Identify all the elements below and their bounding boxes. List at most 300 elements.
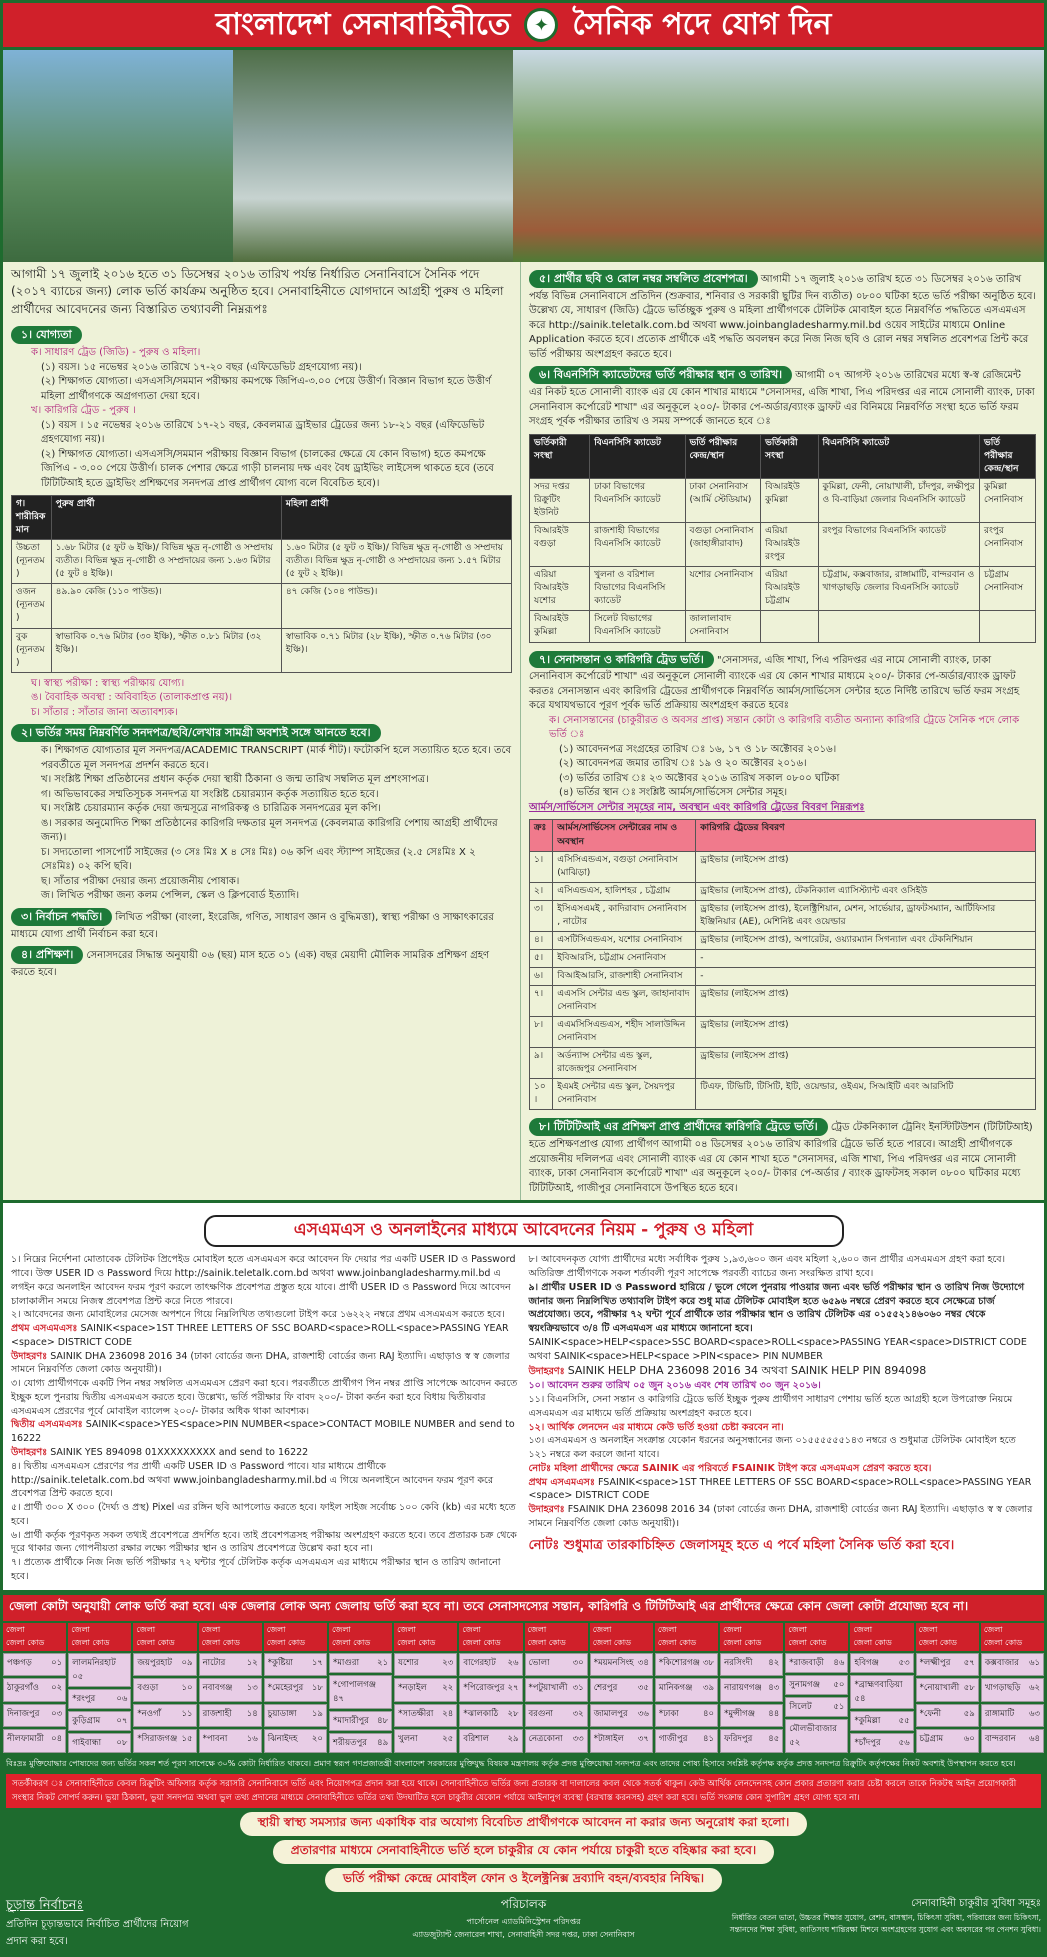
district-row: [655, 1704, 718, 1728]
table-cell: ১.৬০ মিটার (৫ ফুট ৩ ইঞ্চি)/ বিভিন্ন ক্ষুদ্র নৃ-গোষ্ঠী ও সম্প্রদায় ব্যতীত। বিভিন্ন ক্ষুদ্র নৃ-গোষ্ঠী ও সম্প্রদায়ের জন্য ১.৫৭ মিটার (৫ ফুট ২ ইঞ্চি)।: [281, 540, 511, 584]
district-code: ৩০: [572, 1657, 584, 1668]
table-cell: এরিয়া বিআরইউ চট্টগ্রাম: [761, 567, 818, 611]
district-row: [3, 1678, 66, 1702]
district-code: ৫২: [789, 1737, 801, 1748]
district-header: জেলা: [983, 1624, 1003, 1634]
district-name: *গোপালগঞ্জ: [332, 1679, 377, 1690]
district-row: [785, 1719, 848, 1753]
district-row: [3, 1704, 66, 1728]
section-6-title: ৬। বিএনসিসি ক্যাডেটদের ভর্তি পরীক্ষার স্থান ও তারিখ।: [529, 366, 792, 384]
district-row: [655, 1678, 718, 1702]
centers-table: [529, 819, 1036, 1110]
district-row: [199, 1653, 262, 1677]
table-cell: বগুড়া সেনানিবাস (জাহাঙ্গীরাবাদ): [685, 523, 761, 567]
table-cell: [980, 611, 1036, 642]
district-code: ৫৯: [963, 1708, 975, 1719]
district-code: ৩২: [572, 1708, 584, 1719]
director-address: এ্যাডজুট্যান্ট জেনারেল শাখা, সেনাবাহিনী সদর দপ্তর, ঢাকা সেনানিবাস: [412, 1929, 635, 1939]
table-cell: ইসিএসএমই , কাদিরাবাদ সেনানিবাস , নাটোর: [553, 900, 696, 931]
district-name: *মেহেরপুর: [267, 1683, 304, 1694]
table-cell: ৪৭ কেজি (১০৪ পাউন্ড)।: [281, 584, 511, 628]
district-code: ১৬: [246, 1734, 258, 1745]
table-row: [12, 584, 512, 628]
district-row: [199, 1678, 262, 1702]
table-cell: ৪৯.৯০ কেজি (১১০ পাউন্ড)।: [51, 584, 281, 628]
table-cell: চট্টগ্রাম, কক্সবাজার, রাঙ্গামাটি, বান্দরবান ও খাগড়াছড়ি জেলার বিএনসিসি ক্যাডেট: [818, 567, 979, 611]
table-cell: ড্রাইভার (লাইসেন্স প্রাপ্ত): [696, 851, 1036, 882]
district-header: জেলা: [136, 1624, 156, 1634]
sms-step: ২। আবেদনের জন্য মোবাইলের মেসেজ অপশনে গিয়ে নিম্নলিখিত তথ্যগুলো টাইপ করে ১৬২২২ নম্বরে প্রথম এসএমএস করতে হবে।: [11, 1309, 505, 1321]
district-name: ঠাকুরগাঁও: [7, 1683, 39, 1694]
table-cell: ড্রাইভার (লাইসেন্স প্রাপ্ত): [696, 1017, 1036, 1048]
district-name: *ঢাকা: [658, 1708, 679, 1719]
table-header-cell: ভর্তিকারী সংস্থা: [761, 434, 818, 478]
district-code: ০১: [51, 1657, 63, 1668]
district-name: *নওগাঁ: [137, 1708, 161, 1719]
sms-step: ১। নিম্নের নির্দেশনা মোতাবেক টেলিটক প্রিপেইড মোবাইল হতে এসএমএস করে আবেদন ফি দেয়ার পর একটি USER ID ও Password পাবে। উক্ত USER ID ও Password দিয়ে http://sainik.teletalk.com.bd অথবা www.joinbangladesharmy.mil.bd এ লগইন করে অনলাইন আবেদন ফরম পূরণ করলে তাৎক্ষণিক প্রবেশপত্র প্রস্তুত হয়ে যাবে। প্রার্থী USER ID ও Password দিয়ে আবেদন চালাকালীন সময়ে নিজস্ব প্রবেশপত্র প্রিন্ট করে নিতে পারবে।: [11, 1254, 516, 1307]
table-cell: ৯।: [530, 1048, 553, 1079]
district-name: রাজশাহী: [202, 1708, 232, 1719]
code-header: জেলা কোড: [136, 1637, 175, 1647]
district-name: রাঙ্গামাটি: [984, 1708, 1015, 1719]
district-row: [850, 1711, 913, 1731]
district-row: [199, 1704, 262, 1728]
district-row: [590, 1729, 653, 1753]
district-column: [68, 1623, 131, 1753]
table-row: [530, 985, 1036, 1016]
district-code: ০৬: [116, 1693, 128, 1704]
section-6-text: আগামী ০৭ আগস্ট ২০১৬ তারিখের মধ্যে স্ব-স্ব রেজিমেন্ট এর নিকট হতে সোনালী ব্যাংক এর যে কোন শাখার মাধ্যমে "সেনাসদর, এজি শাখা, পিএ পরিদপ্তর এর নামে সোনালী ব্যাংক, ঢাকা সেনানিবাস কর্পোরেট শাখা" এর অনুকূলে ২০০/- টাকার পে-অর্ডার/ব্যাংক ড্রাফট এর বিনিময়ে নিম্নবর্ণিত সংস্থা হতে ভর্তি ফরম সংগ্রহ পূর্বক পরীক্ষার তারিখ ও সময় সম্পর্কে জানতে হবে ঃ: [529, 370, 1035, 428]
code-header: জেলা কোড: [397, 1637, 436, 1647]
district-quota: [0, 1593, 1047, 1755]
district-code: ৫৬: [898, 1737, 910, 1748]
director-title: পরিচালক: [500, 1896, 547, 1911]
photo-climbing-training: [3, 50, 233, 262]
code-header: জেলা কোড: [983, 1637, 1023, 1647]
district-code: ৫০: [833, 1679, 845, 1690]
table-header-cell: ক্রঃ: [530, 820, 553, 851]
district-name: *কিশোরগঞ্জ: [658, 1657, 700, 1668]
district-code: ১৪: [246, 1708, 258, 1719]
example-label-3: উদাহরণঃ: [528, 1366, 565, 1378]
district-row: [3, 1729, 66, 1753]
district-name: পঞ্চগড়: [7, 1657, 32, 1668]
district-header: জেলা: [6, 1624, 25, 1634]
document-item: খ। সংশ্লিষ্ট শিক্ষা প্রতিষ্ঠানের প্রধান কর্তৃক দেয়া স্থায়ী ঠিকানা ও জন্ম তারিখ সম্বলিত মূল প্রশংসাপত্র।: [41, 774, 429, 786]
section-3-title: ৩। নির্বাচন পদ্ধতি।: [11, 908, 112, 926]
table-cell: সদর দপ্তর রিক্রুটিং ইউনিট: [530, 479, 590, 523]
district-name: চট্টগ্রাম: [919, 1734, 944, 1745]
table-row: [530, 900, 1036, 931]
title-right: সৈনিক পদে যোগ দিন: [572, 6, 832, 42]
table-cell: ১।: [530, 851, 553, 882]
district-row: [720, 1729, 783, 1753]
district-code: ১৮: [311, 1683, 323, 1694]
table-row: [530, 479, 1036, 523]
district-name: *চাঁদপুর: [854, 1737, 881, 1748]
sms-step-12: ১২। আর্থিক লেনদেন এর মাধ্যমে কেউ ভর্তি হওয়া চেষ্টা করবেন না।: [528, 1421, 784, 1433]
table-cell: খুলনা ও বরিশাল বিভাগের বিএনসিসি ক্যাডেট: [590, 567, 685, 611]
district-column: [590, 1623, 653, 1753]
district-code: ২১: [377, 1657, 389, 1668]
district-code: ৫৮: [963, 1683, 975, 1694]
district-code: ৩৭: [637, 1734, 649, 1745]
table-cell: ওজন (ন্যূনতম): [12, 584, 52, 628]
section-7-title: ৭। সেনাসন্তান ও কারিগরি ট্রেড ভর্তি।: [529, 651, 714, 669]
district-row: [525, 1704, 588, 1728]
district-code: ৬৩: [1028, 1708, 1040, 1719]
district-column-header: [850, 1623, 913, 1651]
table-header-cell: পুরুষ প্রার্থী: [51, 496, 281, 540]
section-4-title: ৪। প্রশিক্ষণ।: [11, 946, 83, 964]
criteria-item: (২) শিক্ষাগত যোগ্যতা। এসএসসি/সমমান পরীক্ষায় কমপক্ষে জিপিএ-৩.০০ পেয়ে উত্তীর্ণ। বিজ্ঞান বিভাগ হতে উত্তীর্ণ মহিলা প্রার্থীগণকে অগ্রগণ্যতা দেয়া হবে।: [41, 376, 492, 402]
district-row: [785, 1653, 848, 1673]
table-cell: ড্রাইভার (লাইসেন্স প্রাপ্ত): [696, 1048, 1036, 1079]
district-column: [785, 1623, 848, 1753]
code-header: জেলা কোড: [592, 1637, 631, 1647]
district-code: ০২: [51, 1683, 63, 1694]
section-7-text: "সেনাসদর, এজি শাখা, পিএ পরিদপ্তর এর নামে সোনালী ব্যাংক, ঢাকা সেনানিবাস কর্পোরেট শাখা" এর অনুকূলে সোনালী ব্যাংকে এর যে কোন শাখার মাধ্যমে ২০০/- টাকার পে-অর্ডার/ব্যাংক ড্রাফট করতঃ সেনাসন্তান এবং কারিগরি ট্রেডের প্রার্থীগণকে নিম্নবর্ণিত আর্মস/সার্ভিসেস সেন্টার হতে নির্দিষ্ট তারিখে ভর্তি ফরম সংগ্রহ করে যথাযথভাবে পূরণ পূর্বক ভর্তি প্রক্রিয়ায় অংশগ্রহণ করতে হবেঃ: [529, 654, 1020, 712]
district-name: শরীয়তপুর: [332, 1737, 367, 1748]
table-cell: এসটিসিএন্ডএস, যশোর সেনানিবাস: [553, 931, 696, 949]
district-code: ৫৫: [898, 1715, 910, 1726]
sms-step: ৫। প্রার্থী ৩০০ X ৩০০ (দৈর্ঘ্য ও প্রস্থ) Pixel এর রঙ্গিন ছবি আপলোড করতে হবে। ফাইল সাইজ সর্বোচ্চ ১০০ কেবি (kb) এর মধ্যে হতে হবে।: [11, 1502, 516, 1527]
centers-title: আর্মস/সার্ভিসেস সেন্টার সমূহের নাম, অবস্থান এবং কারিগরি ট্রেডের বিবরণ নিম্নরূপঃ: [529, 801, 865, 813]
district-name: ভোলা: [528, 1657, 550, 1668]
warning-box: সতর্কীকরণ ঃ সেনাবাহিনীতে কেবল রিক্রুটিং অফিসার কর্তৃক সরাসরি সেনানিবাসে ভর্তি এবং নিয়োগপত্র প্রদান করা হয়ে থাকে। সেনাবাহিনীতে ভর্তির জন্য প্রতারক বা দালালের কবল থেকে সতর্ক থাকুন। কেউ আর্থিক লেনদেনসহ কোন প্রকার প্রতারণা করার চেষ্টা করলে তাকে নিকটস্থ আইন প্রয়োগকারী সংস্থার নিকট সোপর্দ করুন। ভুয়া ঠিকানা, ভুয়া সনদপত্র অথবা ভুল তথ্য প্রদানের মাধ্যমে সেনাবাহিনীতে ভর্তির তথ্য উদঘাটিত হলে চাকুরীর যেকোন পর্যায়ে আইনানুগ ব্যবস্থা (বরখাস্ত করনসহ) গ্রহণ করা হবে। ভর্তি সংক্রান্ত কোন সুপারিশ গ্রহণ যোগ্য হবে না।: [6, 1774, 1041, 1808]
example-label-f: উদাহরণঃ: [528, 1504, 565, 1516]
table-row: [530, 611, 1036, 642]
table-cell: রংপুর বিভাগের বিএনসিসি ক্যাডেট: [818, 523, 979, 567]
table-cell: ঢাকা বিভাগের বিএনসিসি ক্যাডেট: [590, 479, 685, 523]
district-header: জেলা: [592, 1624, 612, 1634]
schedule-item: (৪) ভর্তির স্থান ঃ সংশ্লিষ্ট আর্মস/সার্ভিসেস সেন্টার সমূহ।: [559, 787, 788, 799]
district-row: [785, 1675, 848, 1695]
district-row: [264, 1704, 327, 1728]
document-item: ঘ। সংশ্লিষ্ট চেয়ারম্যান কর্তৃক দেয়া জন্মসূত্রে নাগরিকত্ব ও চারিত্রিক সনদপত্রের মূল কপি।: [41, 803, 381, 815]
district-row: [981, 1678, 1044, 1702]
district-row: [916, 1729, 979, 1753]
table-cell: এসিএন্ডএস, হালিশহর , চট্টগ্রাম: [553, 882, 696, 900]
code-header: জেলা কোড: [657, 1637, 697, 1647]
director-org: পার্সোনেল এ্যাডমিনিস্ট্রেশন পরিদপ্তর: [466, 1916, 581, 1926]
district-code: ০৯: [181, 1657, 193, 1668]
district-column-header: [459, 1623, 522, 1651]
example-label: উদাহরণঃ: [11, 1350, 48, 1362]
notice-banner: স্থায়ী স্বাস্থ্য সমস্যার জন্য একাধিক বার অযোগ্য বিবেচিত প্রার্থীগণকে আবেদন না করার জন্য অনুরোধ করা হলো।: [240, 1812, 808, 1836]
district-name: সিলেট: [789, 1701, 812, 1712]
table-row: [530, 882, 1036, 900]
table-cell: বিআরইউ বগুড়া: [530, 523, 590, 567]
district-row: [459, 1678, 522, 1702]
district-name: নেত্রকোনা: [528, 1734, 563, 1745]
district-name: নবাবগঞ্জ: [202, 1683, 233, 1694]
district-column: [916, 1623, 979, 1753]
code-header: জেলা কোড: [853, 1637, 892, 1647]
district-column: [459, 1623, 522, 1753]
criteria-item: চ। সাঁতার : সাঁতার জানা অত্যাবশ্যক।: [31, 706, 178, 718]
district-row: [3, 1653, 66, 1677]
table-row: [530, 567, 1036, 611]
district-name: *নোয়াখালী: [919, 1683, 960, 1694]
benefits-title: সেনাবাহিনী চাকুরীর সুবিধা সমূহঃ: [911, 1897, 1041, 1909]
district-code: ৪৭: [332, 1693, 344, 1704]
district-column: [981, 1623, 1044, 1753]
first-sms-label-f: প্রথম এসএমএসঃ: [528, 1476, 595, 1488]
document-item: ঙ। সরকার অনুমোদিত শিক্ষা প্রতিষ্ঠানের কারিগরি দক্ষতার মূল সনদপত্র (কেবলমাত্র কারিগরি পেশায় আগ্রহী প্রার্থীদের জন্য)।: [41, 817, 498, 844]
section-5-text: আগামী ১৭ জুলাই ২০১৬ তারিখ হতে ৩১ ডিসেম্বর ২০১৬ তারিখ পর্যন্ত বিভিন্ন সেনানিবাসে প্রতিদিন (শুক্রবার, শনিবার ও সরকারী ছুটির দিন ব্যতীত) ০৮০০ ঘটিকা হতে ভর্তি পরীক্ষা অনুষ্ঠিত হবে। উল্লেখ্য যে, সাধারণ (জিডি) ট্রেডে ভর্তিচ্ছুক পুরুষ ও মহিলা প্রার্থীগণকে টেলিটক মোবাইল হতে নিম্নবর্ণিত পদ্ধতিতে এসএমএস করে http://sainik.teletalk.com.bd অথবা www.joinbangladesharmy.mil.bd ওয়েব সাইটের মাধ্যমে Online Application করতে হবে। প্রত্যেক প্রার্থীকে এই পদ্ধতি অবলম্বন করে নিজ নিজ ছবি ও রোল নম্বর সম্বলিত প্রবেশপত্র প্রিন্ট করে ভর্তি পরীক্ষায় অংশগ্রহণ করতে হবে।: [529, 274, 1036, 360]
example-1: SAINIK DHA 236098 2016 34 (ঢাকা বোর্ডের জন্য DHA, রাজশাহী বোর্ডের জন্য RAJ ইত্যাদি। এছাড়াও স্ব স্ব জেলার সামনে নিম্নবর্ণিত জেলা কোড অনুযায়ী)।: [11, 1350, 510, 1376]
photo-banner: [0, 50, 1047, 262]
district-name: নীলফামারী: [7, 1734, 44, 1745]
district-name: *পটুয়াখালী: [528, 1683, 568, 1694]
district-column: [329, 1623, 392, 1753]
district-name: ফরিদপুর: [724, 1734, 753, 1745]
second-sms-format: SAINIK<space>YES<space>PIN NUMBER<space>CONTACT MOBILE NUMBER and send to 16222: [11, 1419, 515, 1445]
district-name: চুয়াডাঙ্গা: [267, 1708, 297, 1719]
district-name: কক্সবাজার: [984, 1657, 1019, 1668]
district-column-header: [590, 1623, 653, 1651]
table-row: [530, 1048, 1036, 1079]
district-header: জেলা: [723, 1624, 742, 1634]
table-cell: ৭।: [530, 985, 553, 1016]
district-code: ৩১: [572, 1683, 584, 1694]
code-header: জেলা কোড: [266, 1637, 306, 1647]
district-code: ৬১: [1028, 1657, 1040, 1668]
district-code: ২০: [311, 1734, 323, 1745]
table-header-cell: আর্মস/সার্ভিসেস সেন্টারের নাম ও অবস্থান: [553, 820, 696, 851]
district-name: গাইবান্ধা: [72, 1737, 102, 1748]
district-header: জেলা: [918, 1624, 938, 1634]
table-cell: জালালাবাদ সেনানিবাস: [685, 611, 761, 642]
table-header-cell: ভর্তি পরীক্ষার কেন্দ্র/স্থান: [685, 434, 761, 478]
schedule-item: (৩) ভর্তির তারিখ ঃ ২৩ অক্টোবর ২০১৬ তারিখ সকাল ০৮০০ ঘটিকা: [559, 772, 840, 784]
district-name: মৌলভীবাজার: [789, 1723, 837, 1734]
district-header: জেলা: [201, 1624, 221, 1634]
bncc-table: [529, 434, 1036, 643]
table-cell: ১০।: [530, 1079, 553, 1110]
district-code: ৪৬: [833, 1657, 845, 1668]
table-cell: [818, 611, 979, 642]
district-name: *মুন্সীগঞ্জ: [724, 1708, 755, 1719]
district-row: [590, 1678, 653, 1702]
general-trade-heading: ক। সাধারণ ট্রেড (জিডি) - পুরুষ ও মহিলা।: [31, 347, 201, 359]
district-column-header: [720, 1623, 783, 1651]
district-name: বগুড়া: [137, 1683, 159, 1694]
district-row: [525, 1678, 588, 1702]
district-row: [68, 1653, 131, 1687]
table-cell: -: [696, 949, 1036, 967]
district-code: ১২: [246, 1657, 258, 1668]
sms-step: ৭। প্রত্যেক প্রার্থীকে নিজ নিজ ভর্তি পরীক্ষার ৭২ ঘন্টার পূর্বে টেলিটক কর্তৃক এসএমএস এর মাধ্যমে পরীক্ষার স্থান ও তারিখ জানানো হবে।: [11, 1557, 501, 1582]
criteria-item: (১) বয়স। ১৫ নভেম্বর ২০১৬ তারিখে ১৭-২০ বছর (এফিডেভিট গ্রহণযোগ্য নয়)।: [41, 361, 362, 373]
sms-section: [0, 1203, 1047, 1592]
district-row: [981, 1729, 1044, 1753]
code-header: জেলা কোড: [6, 1637, 45, 1647]
district-row: [590, 1704, 653, 1728]
code-header: জেলা কোড: [527, 1637, 566, 1647]
table-cell: অর্ডন্যান্স সেন্টার এন্ড স্কুল, রাজেন্দ্রপুর সেনানিবাস: [553, 1048, 696, 1079]
district-header: জেলা: [71, 1624, 90, 1634]
sms-step-8: ৮। আবেদনকৃত যোগ্য প্রার্থীদের মধ্যে সর্বাধিক পুরুষ ১,৯৩,৬০০ জন এবং মহিলা ২,৬০০ জন প্রার্থীর এসএমএস গ্রহণ করা হবে। অতিরিক্ত প্রার্থীগণকে সকল শর্তাবলী পূরণ সাপেক্ষে পরবর্তী ব্যাচের জন্য সংরক্ষিত রাখা হবে।: [528, 1254, 1005, 1280]
district-name: বান্দরবান: [984, 1734, 1016, 1745]
female-note: নোটঃ মহিলা প্রার্থীদের ক্ষেত্রে SAINIK এর পরিবর্তে FSAINIK টাইপ করে এসএমএস প্রেরণ করতে হবে।: [528, 1462, 932, 1474]
table-cell: স্বাভাবিক ০.৭৬ মিটার (৩০ ইঞ্চি), স্ফীত ০.৮১ মিটার (৩২ ইঞ্চি)।: [51, 628, 281, 672]
district-row: [590, 1653, 653, 1677]
district-row: [394, 1653, 457, 1677]
code-header: জেলা কোড: [723, 1637, 762, 1647]
table-cell: বুক (ন্যূনতম): [12, 628, 52, 672]
district-row: [720, 1704, 783, 1728]
left-column: [3, 262, 520, 1200]
district-name: *মাগুরা: [332, 1657, 360, 1668]
table-cell: রংপুর সেনানিবাস: [980, 523, 1036, 567]
district-row: [850, 1675, 913, 1709]
section-8-text: ট্রেড টেকনিক্যাল ট্রেনিং ইনস্টিটিউশন (টিটিটিআই) হতে প্রশিক্ষণপ্রাপ্ত যোগ্য প্রার্থীগণ আগামী ০৪ ডিসেম্বর ২০১৬ তারিখ কারিগরি ট্রেডে ভর্তি হতে পারবে। আগ্রহী প্রার্থীগণকে প্রয়োজনীয় দলিলপত্র এবং সোনালী ব্যাংক এর যে কোন শাখা হতে "সেনাসদর, এজি শাখা, পিএ পরিদপ্তর এর নামে সোনালী ব্যাংক, ঢাকা সেনানিবাস কর্পোরেট শাখা" এর অনুকূলে ২০০/- টাকার পে-অর্ডার / ব্যাংক ড্রাফটসহ সকাল ০৮০০ ঘটিকার মধ্যে টিটিটিআই, গাজীপুর সেনানিবাসে উপস্থিত হতে হবে।: [529, 1122, 1033, 1194]
district-code: ১৩: [246, 1683, 258, 1694]
table-row: [530, 1017, 1036, 1048]
district-row: [394, 1678, 457, 1702]
district-name: *মাদারীপুর: [332, 1715, 369, 1726]
title-left: বাংলাদেশ সেনাবাহিনীতে: [215, 6, 511, 42]
table-cell: বিআইআরসি, রাজশাহী সেনানিবাস: [553, 967, 696, 985]
district-name: বরগুনা: [528, 1708, 553, 1719]
district-code: ২৪: [442, 1708, 454, 1719]
district-code: ৪৯: [377, 1737, 389, 1748]
district-row: [981, 1704, 1044, 1728]
district-code: ৪৮: [377, 1715, 389, 1726]
district-row: [68, 1733, 131, 1753]
district-column-header: [525, 1623, 588, 1651]
district-code: ৫১: [833, 1701, 845, 1712]
district-code: ৬০: [963, 1734, 975, 1745]
district-name: কুড়িগ্রাম: [72, 1715, 101, 1726]
district-column: [199, 1623, 262, 1753]
table-cell: ৬।: [530, 967, 553, 985]
criteria-item: (২) শিক্ষাগত যোগ্যতা। এসএসসি/সমমান পরীক্ষায় বিজ্ঞান বিভাগ (চালকের ক্ষেত্রে যে কোন বিভাগ) হতে কমপক্ষে জিপিএ - ৩.০০ পেয়ে উত্তীর্ণ। চালক পেশার ক্ষেত্রে গাড়ী চালনায় দক্ষ এবং বৈধ ড্রাইভিং লাইসেন্স থাকতে হবে (তবে টিটিটিআই হতে ড্রাইভিং প্রশিক্ষণের সনদপত্র প্রাপ্ত প্রার্থীগণ যোগ্য বলে বিবেচিত হবে)।: [41, 448, 494, 489]
benefits-text: নির্ধারিত বেতন ভাতা, উচ্চতর শিক্ষার সুযোগ, রেশন, বাসস্থান, চিকিৎসা সুবিধা, পরিবারের জন্য চিকিৎসা, সন্তানদের শিক্ষা সুবিধা, জাতিসংঘ শান্তিরক্ষা মিশনে অংশগ্রহণের সুযোগ এবং অবসরের পর পেনশন সুবিধা।: [729, 1912, 1041, 1934]
district-column: [720, 1623, 783, 1753]
district-header: জেলা: [527, 1624, 547, 1634]
section-7-sub: ক। সেনাসন্তানের (চাকুরীরত ও অবসর প্রাপ্ত) সন্তান কোটা ও কারিগরি ব্যতীত অন্যান্য কারিগরি ট্রেডে সৈনিক পদে লোক ভর্তি ঃ: [549, 714, 1020, 741]
district-column: [394, 1623, 457, 1753]
table-cell: স্বাভাবিক ০.৭১ মিটার (২৮ ইঞ্চি), স্ফীত ০.৭৬ মিটার (৩০ ইঞ্চি)।: [281, 628, 511, 672]
table-header-cell: কারিগরি ট্রেডের বিবরণ: [696, 820, 1036, 851]
table-header-cell: গ। শারীরিক মান: [12, 496, 52, 540]
district-column-header: [264, 1623, 327, 1651]
table-cell: ৫।: [530, 949, 553, 967]
district-code: ৬৪: [1028, 1734, 1040, 1745]
district-header: জেলা: [788, 1624, 807, 1634]
district-code: ১৯: [311, 1708, 323, 1719]
district-column-header: [199, 1623, 262, 1651]
district-code: ২৫: [442, 1734, 454, 1745]
district-name: লালমনিরহাট: [72, 1657, 116, 1668]
table-header-cell: মহিলা প্রার্থী: [281, 496, 511, 540]
district-code: ২৭: [507, 1683, 519, 1694]
table-cell: [761, 611, 818, 642]
table-row: [530, 851, 1036, 882]
district-column-header: [981, 1623, 1044, 1651]
district-name: *কুষ্টিয়া: [267, 1657, 293, 1668]
table-cell: ৪।: [530, 931, 553, 949]
criteria-item: (১) বয়স । ১৫ নভেম্বর ২০১৬ তারিখে ১৭-২১ বছর, কেবলমাত্র ড্রাইভার ট্রেডের জন্য ১৮-২১ বছর (এফিডেভিট গ্রহণযোগ্য নয়)।: [41, 419, 485, 446]
section-5-title: ৫। প্রার্থীর ছবি ও রোল নম্বর সম্বলিত প্রবেশপত্র।: [529, 270, 758, 288]
district-column: [850, 1623, 913, 1753]
district-name: *ঝালকাঠি: [463, 1708, 499, 1719]
table-cell: এএসসি সেন্টার এন্ড স্কুল, জাহানাবাদ সেনানিবাস: [553, 985, 696, 1016]
table-cell: ঢাকা সেনানিবাস (আর্মি স্টেডিয়াম): [685, 479, 761, 523]
example-label-2: উদাহরণঃ: [11, 1446, 48, 1458]
district-name: শেরপুর: [593, 1683, 618, 1694]
district-row: [916, 1704, 979, 1728]
district-code: ১১: [181, 1708, 193, 1719]
table-cell: ড্রাইভার (লাইসেন্স প্রাপ্ত): [696, 985, 1036, 1016]
notice-banner: ভর্তি পরীক্ষা কেন্দ্রে মোবাইল ফোন ও ইলেক্ট্রনিক্স দ্রব্যাদি বহন/ব্যবহার নিষিদ্ধ।: [325, 1868, 722, 1892]
district-row: [655, 1653, 718, 1677]
district-code: ৩৩: [572, 1734, 584, 1745]
code-header: জেলা কোড: [201, 1637, 240, 1647]
criteria-item: ঙ। বৈবাহিক অবস্থা : অবিবাহিত (তালাকপ্রাপ্ত নয়)।: [31, 692, 233, 704]
district-row: [199, 1729, 262, 1753]
physical-standards-table: [11, 495, 512, 673]
criteria-item: ঘ। স্বাস্থ্য পরীক্ষা : স্বাস্থ্য পরীক্ষায় যোগ্য।: [31, 677, 185, 689]
female-example: FSAINIK DHA 236098 2016 34 (ঢাকা বোর্ডের জন্য DHA, রাজশাহী বোর্ডের জন্য RAJ ইত্যাদি। এছাড়াও স্ব স্ব জেলার সামনে নিম্নবর্ণিত জেলা কোড অনুযায়ী)।: [528, 1504, 1033, 1529]
female-first-sms: FSAINIK<space>1ST THREE LETTERS OF SSC BOARD<space>ROLL<space>PASSING YEAR <space> DISTRICT CODE: [528, 1476, 1032, 1502]
section-2-title: ২। ভর্তির সময় নিম্নবর্ণিত সনদপত্র/ছবি/লেখার সামগ্রী অবশ্যই সঙ্গে আনতে হবে।: [11, 724, 381, 742]
district-code: ০৩: [51, 1708, 63, 1719]
table-cell: এরিয়া বিআরইউ যশোর: [530, 567, 590, 611]
photo-un-apc-flag: [513, 50, 1044, 262]
table-header-cell: বিএনসিসি ক্যাডেট: [818, 434, 979, 478]
district-row: [720, 1653, 783, 1677]
district-code: ১০: [181, 1683, 193, 1694]
sms-step-10: ১০। আবেদন শুরুর তারিখ ০৫ জুন ২০১৬ এবং শেষ তারিখ ৩০ জুন ২০১৬।: [528, 1380, 821, 1392]
district-column-header: [916, 1623, 979, 1651]
table-cell: সিলেট বিভাগের বিএনসিসি ক্যাডেট: [590, 611, 685, 642]
table-cell: ড্রাইভার (লাইসেন্স প্রাপ্ত), ইলেক্ট্রিশিয়ান, মেশন, সার্ভেয়ার, ড্রাফটসম্যান, আর্টিফিসার ইঞ্জিনিয়ার (AE), মেশিনিষ্ট এবং ওয়েল্ডার: [696, 900, 1036, 931]
district-header: জেলা: [657, 1624, 677, 1634]
district-name: জামালপুর: [593, 1708, 628, 1719]
district-name: নরসিংদী: [724, 1657, 753, 1668]
district-column-header: [655, 1623, 718, 1651]
district-row: [264, 1653, 327, 1677]
district-row: [133, 1678, 196, 1702]
district-row: [981, 1653, 1044, 1677]
district-row: [655, 1729, 718, 1753]
district-code: ৪৩: [768, 1683, 780, 1694]
table-cell: -: [696, 967, 1036, 985]
district-column: [264, 1623, 327, 1753]
district-row: [720, 1678, 783, 1702]
example-2: SAINIK YES 894098 01XXXXXXXXX and send to 16222: [50, 1446, 309, 1458]
quota-banner: জেলা কোটা অনুযায়ী লোক ভর্তি করা হবে। এক জেলার লোক অন্য জেলায় ভর্তি করা হবে না। তবে সেনাসদস্যের সন্তান, কারিগরি ও টিটিটিআই এর প্রার্থীদের ক্ষেত্রে কোন জেলা কোটা প্রযোজ্য হবে না।: [3, 1595, 1044, 1621]
sms-step-3: ৩। যোগ্য প্রার্থীগণকে একটি পিন নম্বর সম্বলিত এসএমএস প্রেরণ করা হবে। পরবর্তীতে প্রার্থীগণ পিন নম্বর প্রাপ্তি সাপেক্ষে আবেদন করতে ইচ্ছুক হলে পুনরায় দ্বিতীয় এসএমএস করতে হবে। উল্লেখ্য, ভর্তি পরীক্ষার ফি বাবদ ২০০/- টাকা কর্তন করা হবে বিধায় দ্বিতীয়বার এসএমএস প্রেরণের পূর্বে মোবাইল ব্যালেন্স ২০০/- টাকার অধিক থাকা আবশ্যক।: [11, 1378, 518, 1417]
district-header: জেলা: [397, 1624, 416, 1634]
district-name: খুলনা: [398, 1734, 418, 1745]
sms-step-13: ১৩। এসএমএস ও অনলাইন সংক্রান্ত যেকোন ধরনের অনুসন্ধানের জন্য ০১৫৫৫৫৫৫১৪৩ নম্বরে ও শুধুমাত্র টেলিটক মোবাইল হতে ১২১ নম্বরে কল করলে জানা যাবে।: [528, 1435, 1016, 1461]
district-name: *রংপুর: [72, 1693, 96, 1704]
sms-left: [11, 1253, 519, 1583]
sms-step-11: ১১। বিএনসিসি, সেনা সন্তান ও কারিগরি ট্রেডে ভর্তি ইচ্ছুক পুরুষ প্রার্থীগণ সাধারণ পেশায় ভর্তি হতে আগ্রহী হলে উপরোক্ত নিয়মে এসএমএস এর মাধ্যমে ভর্তি প্রক্রিয়ায় অংশগ্রহণ করতে হবে।: [528, 1394, 1013, 1419]
document-item: ক। শিক্ষাগত যোগ্যতার মূল সনদপত্র/ACADEMIC TRANSCRIPT (মার্ক শীট)। ফটোকপি হলে সত্যায়িত হতে হবে। তবে পরবর্তীতে মূল সনদপত্র প্রদর্শন করতে হবে।: [41, 745, 512, 771]
district-row: [68, 1711, 131, 1731]
document-item: চ। সদ্যতোলা পাসপোর্ট সাইজের (৩ সেঃ মিঃ X ৪ সেঃ মিঃ) ০৬ কপি এবং স্ট্যাম্প সাইজের (২.৫ সেঃমিঃ X ২ সেঃমিঃ) ০২ কপি ছবি।: [41, 846, 476, 873]
district-code: ১৭: [311, 1657, 323, 1668]
table-cell: ড্রাইভার (লাইসেন্স প্রাপ্ত), টেকনিক্যাল এ্যাসিস্ট্যান্ট এবং ওসিইউ: [696, 882, 1036, 900]
district-header: জেলা: [266, 1624, 286, 1634]
sms-title: এসএমএস ও অনলাইনের মাধ্যমে আবেদনের নিয়ম - পুরুষ ও মহিলা: [204, 1215, 844, 1247]
